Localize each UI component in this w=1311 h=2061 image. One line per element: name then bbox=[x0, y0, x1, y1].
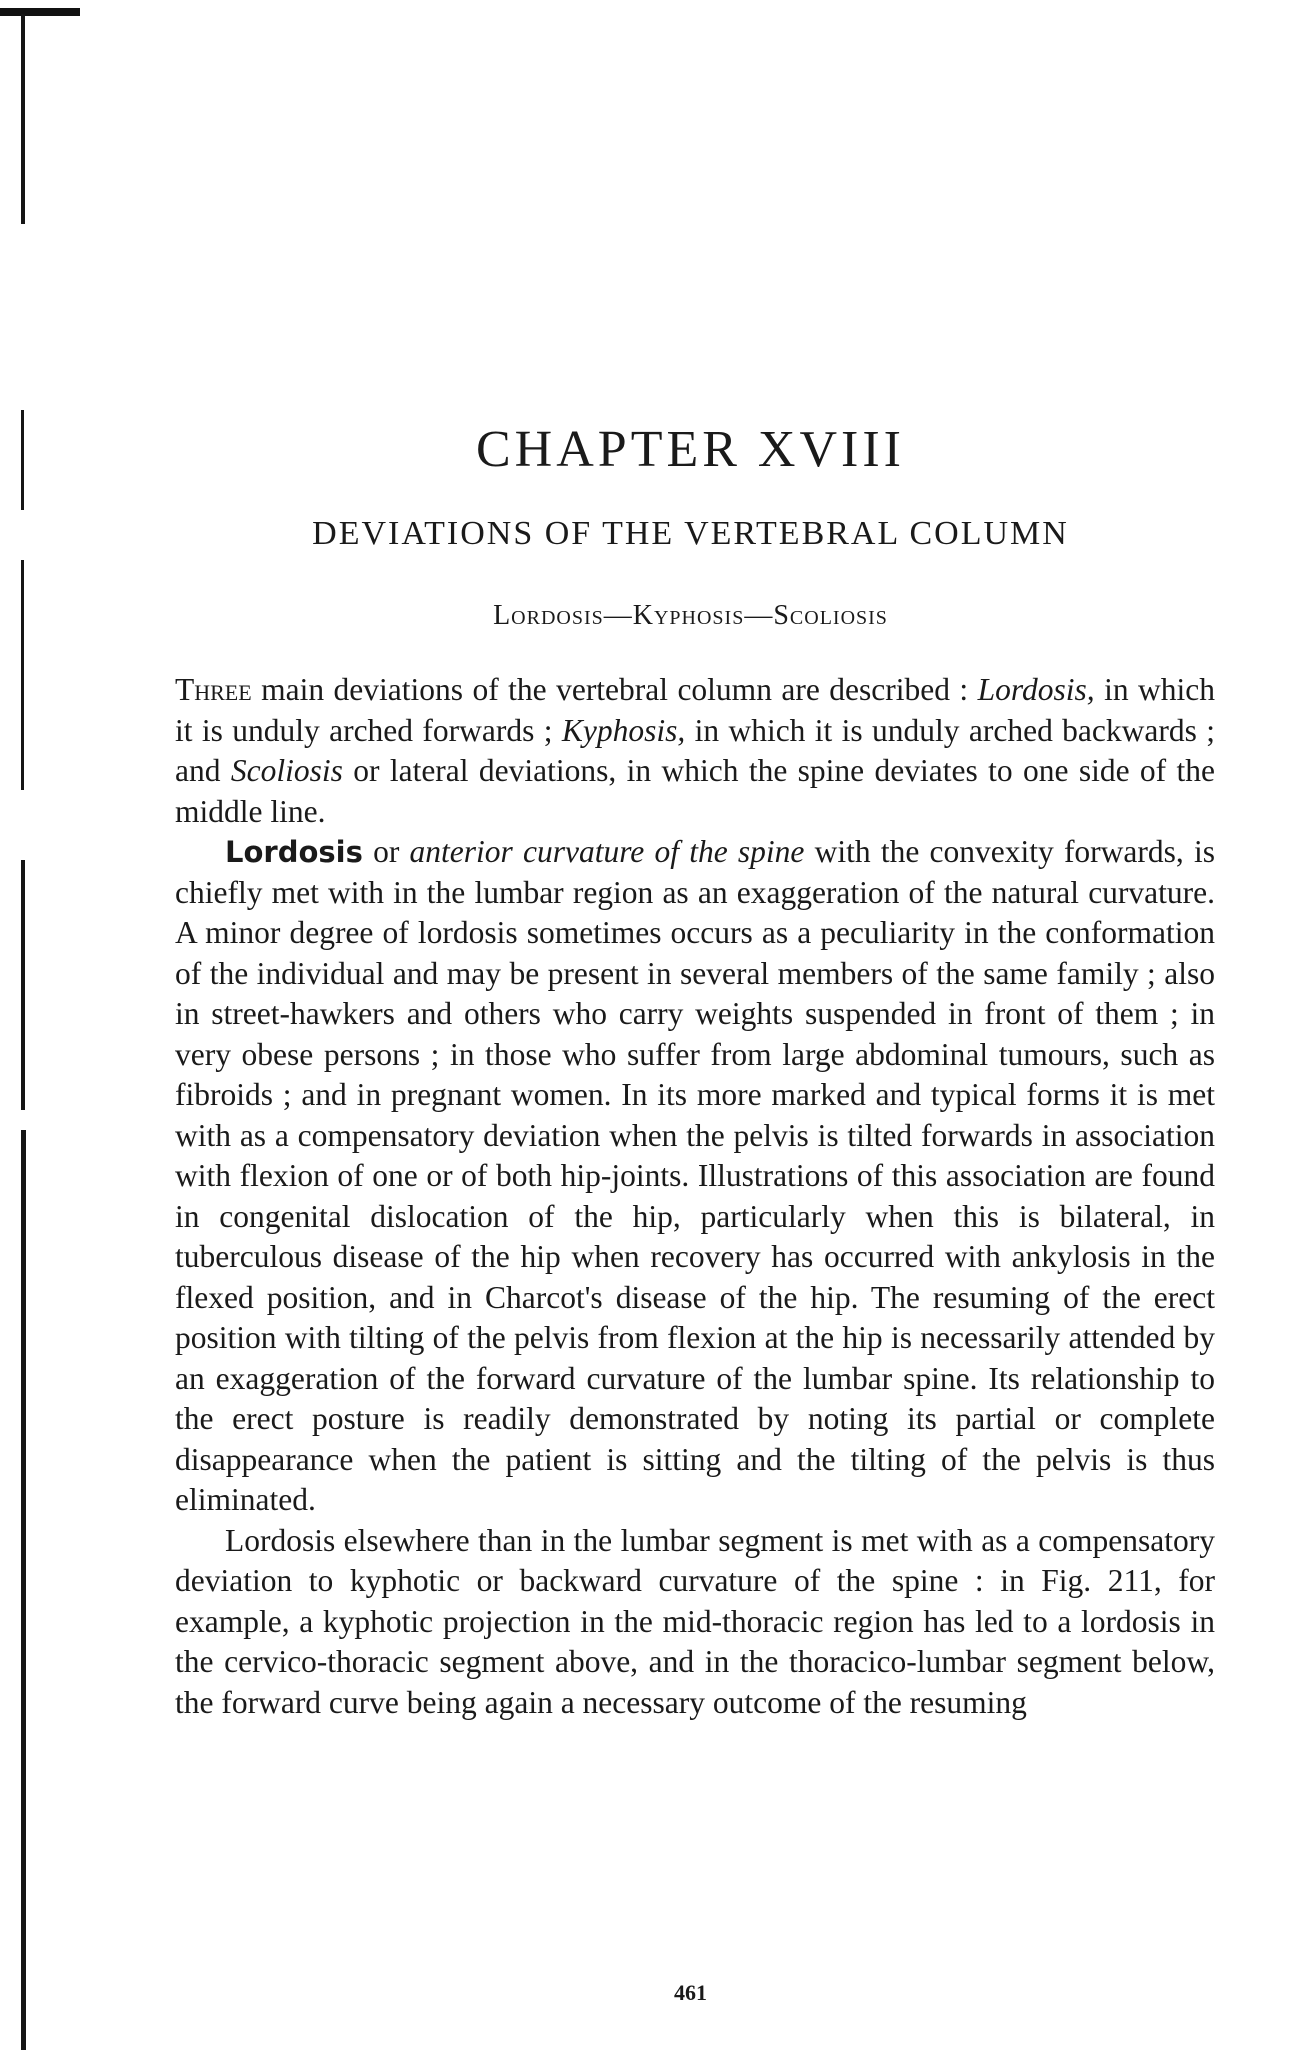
paragraph bbox=[175, 670, 1215, 832]
paragraph-text: with the convexity forwards, is chiefly met with in the lumbar region as an exaggeration of the natural curvature. A minor degree of lordosis sometimes occurs as a peculiarity in the conformation of the individual and may be present in several members of the same family ; also in street-hawkers and others who carry weights suspended in front of them ; in very obese persons ; in those who suffer from large abdominal tumours, such as fibroids ; and in pregnant women. In its more marked and typical forms it is met with as a compensatory deviation when the pelvis is tilted forwards in association with flexion of one or of both hip-joints. Illustrations of this association are found in congenital dislocation of the hip, particularly when this is bilateral, in tuberculous disease of the hip when recovery has occurred with ankylosis in the flexed position, and in Charcot's disease of the hip. The resuming of the erect position with tilting of the pelvis from flexion at the hip is necessarily attended by an exaggeration of the forward curvature of the lumbar spine. Its relationship to the erect posture is readily demonstrated by noting its partial or complete disappearance when the patient is sitting and the tilting of the pelvis is thus eliminated. bbox=[175, 834, 1216, 1517]
term: Lordosis, bbox=[977, 672, 1095, 707]
term: Scoliosis bbox=[230, 753, 343, 788]
body-text bbox=[175, 670, 1215, 1723]
binding-edge bbox=[21, 410, 24, 510]
term: Kyphosis, bbox=[561, 712, 686, 748]
paragraph-text: main deviations of the vertebral column are described : bbox=[251, 672, 978, 707]
binding-edge bbox=[21, 14, 25, 224]
subsection-title: Lordosis—Kyphosis—Scoliosis bbox=[493, 600, 888, 631]
page-number: 461 bbox=[674, 1980, 707, 2005]
paragraph-text: in which it is unduly arched backwards ; and bbox=[175, 712, 1215, 788]
term: anterior curvature of the spine bbox=[409, 834, 805, 869]
paragraph-text: or bbox=[362, 834, 410, 869]
section-title: DEVIATIONS OF THE VERTEBRAL COLUMN bbox=[312, 515, 1069, 552]
chapter-title: CHAPTER XVIII bbox=[476, 421, 905, 478]
paragraph bbox=[175, 832, 1215, 1521]
paragraph-text: Lordosis elsewhere than in the lumbar segment is met with as a compensatory deviation to kyphotic or backward curvature of the spine : in Fig. 211, for example, a kyphotic projection in the mid-thoracic region has led to a lordosis in the cervico-thoracic segment above, and in the thoracico-lumbar segment below, the forward curve being again a necessary outcome of the resuming bbox=[175, 1522, 1215, 1720]
binding-edge bbox=[21, 860, 25, 1110]
binding-edge bbox=[21, 560, 24, 790]
paragraph-text: or lateral deviations, in which the spine deviates to one side of the middle line. bbox=[175, 753, 1216, 829]
paragraph-text: in which it is unduly arched forwards ; bbox=[175, 672, 1215, 748]
lead-word: Three bbox=[175, 672, 252, 707]
binding-mark-top bbox=[0, 8, 80, 16]
paragraph-heading: Lordosis bbox=[225, 835, 363, 869]
paragraph bbox=[175, 1521, 1215, 1724]
binding-edge bbox=[21, 1130, 26, 2050]
